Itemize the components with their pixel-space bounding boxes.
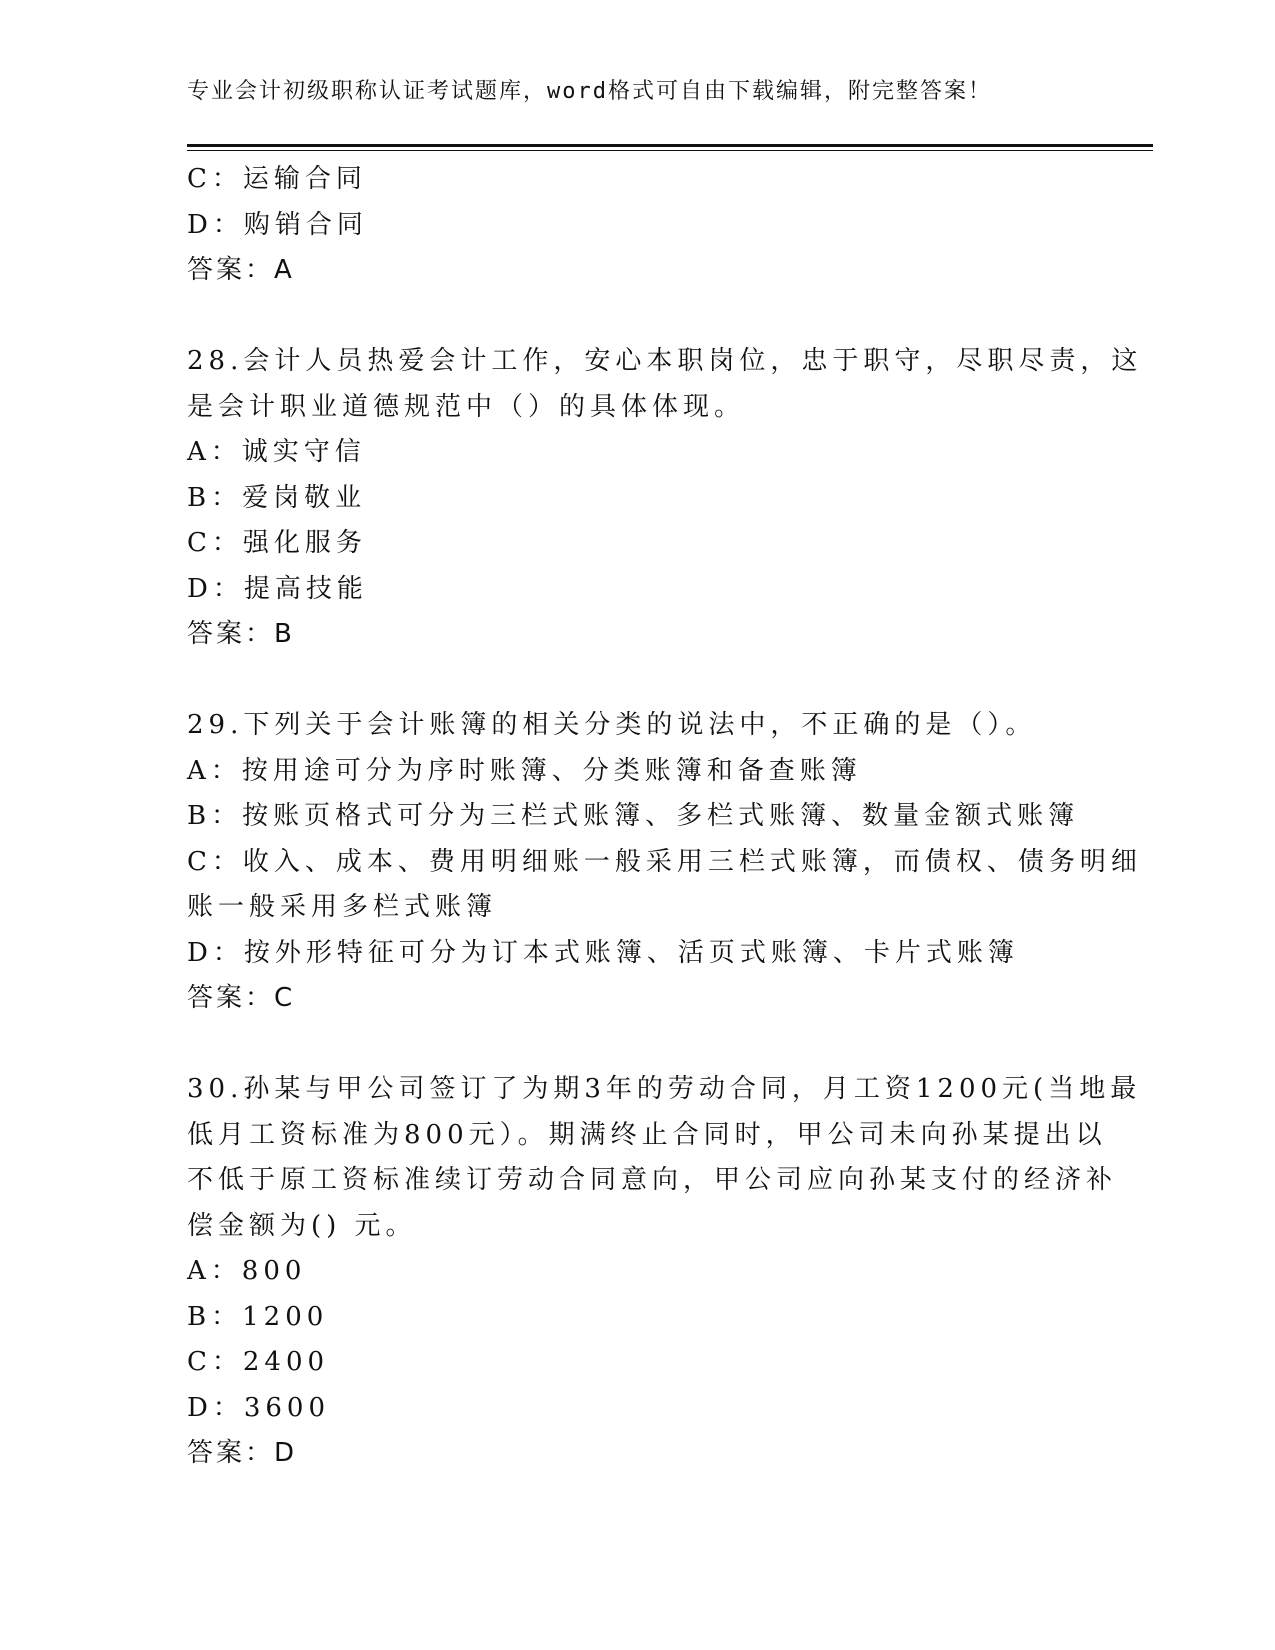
option-b: B：爱岗敬业: [187, 482, 367, 513]
question-stem-line: 低月工资标准为800元）。期满终止合同时，甲公司未向孙某提出以: [187, 1119, 1107, 1150]
question-27: [187, 157, 1087, 294]
spacer: [187, 1022, 1087, 1068]
page-header: 专业会计初级职称认证考试题库，word格式可自由下载编辑，附完整答案！: [187, 79, 992, 104]
option-b: B：按账页格式可分为三栏式账簿、多栏式账簿、数量金额式账簿: [187, 801, 1080, 831]
question-29: [187, 703, 1142, 1022]
question-28: [187, 339, 1143, 658]
option-d: D：按外形特征可分为订本式账簿、活页式账簿、卡片式账簿: [187, 937, 1019, 968]
option-b: B：1200: [187, 1301, 329, 1332]
option-d: D：提高技能: [187, 573, 368, 604]
option-a: A：按用途可分为序时账簿、分类账簿和备查账簿: [187, 755, 862, 786]
option-a: A：诚实守信: [187, 437, 366, 467]
option-c: C：运输合同: [187, 164, 367, 194]
option-c: C：收入、成本、费用明细账一般采用三栏式账簿，而债权、债务明细: [187, 846, 1142, 877]
question-stem-line: 30.孙某与甲公司签订了为期3年的劳动合同，月工资1200元(当地最: [187, 1074, 1142, 1104]
option-a: A：800: [187, 1256, 307, 1286]
question-stem-line: 偿金额为() 元。: [187, 1210, 417, 1241]
option-c-continued: 账一般采用多栏式账簿: [187, 892, 498, 922]
question-30: [187, 1067, 1142, 1477]
question-stem-line: 不低于原工资标准续订劳动合同意向，甲公司应向孙某支付的经济补: [187, 1165, 1118, 1195]
option-d: D：3600: [187, 1392, 331, 1423]
spacer: [187, 658, 1087, 704]
answer-line: 答案：B: [187, 619, 295, 649]
answer-line: 答案：C: [187, 983, 296, 1013]
question-content: [187, 157, 1143, 1477]
header-rule-thin: [187, 150, 1153, 151]
option-c: C：强化服务: [187, 528, 367, 558]
answer-line: 答案：D: [187, 1438, 298, 1468]
option-d: D：购销合同: [187, 209, 368, 240]
question-stem-line: 28.会计人员热爱会计工作，安心本职岗位，忠于职守，尽职尽责，这: [187, 346, 1143, 376]
spacer: [187, 294, 1087, 340]
question-stem-line: 是会计职业道德规范中（）的具体体现。: [187, 391, 746, 422]
header-rule-thick: [187, 144, 1153, 147]
question-stem-line: 29.下列关于会计账簿的相关分类的说法中，不正确的是（）。: [187, 710, 1037, 740]
option-c: C：2400: [187, 1347, 330, 1377]
answer-line: 答案：A: [187, 255, 295, 285]
